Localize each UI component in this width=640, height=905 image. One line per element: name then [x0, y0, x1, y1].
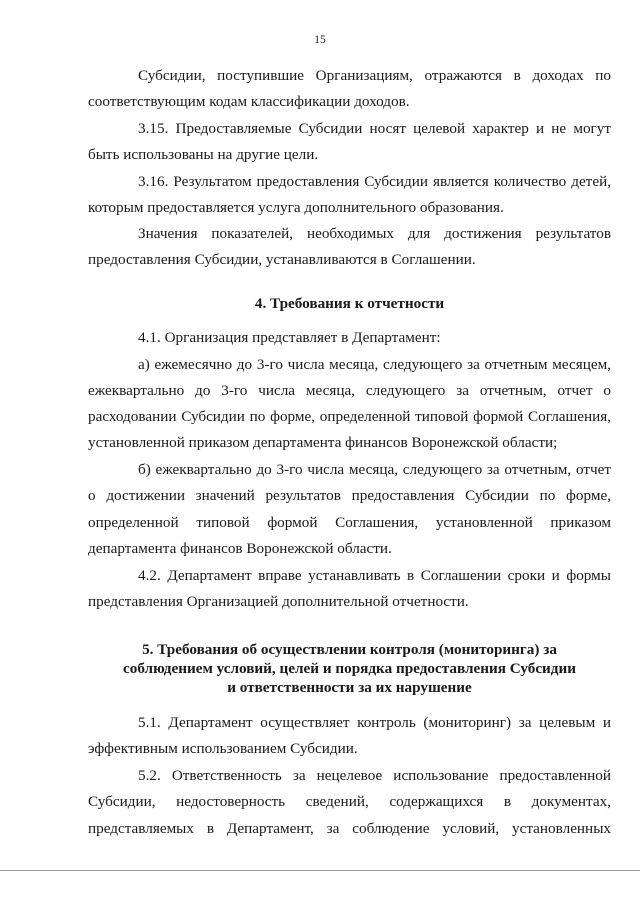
section-4-heading: 4. Требования к отчетности — [254, 295, 445, 312]
text-line: Субсидии, недостоверность сведений, содержащихся в документах, — [88, 793, 611, 810]
text-line: б) ежеквартально до 3-го числа месяца, следующего за отчетным, отчет — [138, 461, 611, 478]
text-line: представления Организацией дополнительной отчетности. — [88, 593, 469, 610]
text-line: 4.1. Организация представляет в Департамент: — [138, 329, 441, 346]
text-line: 5.2. Ответственность за нецелевое использование предоставленной — [138, 767, 611, 784]
text-line: департамента финансов Воронежской области. — [88, 540, 392, 557]
section-5-heading-line-2: соблюдением условий, целей и порядка предоставления Субсидии — [123, 660, 576, 677]
text-line: определенной типовой формой Соглашения, установленной приказом — [88, 514, 611, 531]
text-line: 4.2. Департамент вправе устанавливать в Соглашении сроки и формы — [138, 567, 611, 584]
text-line: а) ежемесячно до 3-го числа месяца, следующего за отчетным месяцем, — [138, 356, 611, 373]
text-line: 5.1. Департамент осуществляет контроль (мониторинг) за целевым и — [138, 714, 611, 731]
page-number: 15 — [314, 34, 326, 46]
text-line: эффективным использованием Субсидии. — [88, 740, 358, 757]
text-line: расходовании Субсидии по форме, определенной типовой формой Соглашения, — [88, 408, 611, 425]
section-5-heading-line-3: и ответственности за их нарушение — [227, 679, 472, 696]
text-line: представляемых в Департамент, за соблюдение условий, установленных — [88, 820, 611, 837]
text-line: установленной приказом департамента финансов Воронежской области; — [88, 434, 558, 451]
bottom-divider — [0, 870, 640, 871]
text-line: быть использованы на другие цели. — [88, 146, 319, 163]
text-line: 3.15. Предоставляемые Субсидии носят целевой характер и не могут — [138, 120, 611, 137]
text-line: ежеквартально до 3-го числа месяца, следующего за отчетным, отчет о — [88, 382, 611, 399]
section-5-heading-line-1: 5. Требования об осуществлении контроля (мониторинга) за — [142, 641, 557, 658]
text-line: Значения показателей, необходимых для достижения результатов — [138, 225, 611, 242]
text-line: о достижении значений результатов предоставления Субсидии по форме, — [88, 487, 611, 504]
text-line: соответствующим кодам классификации доходов. — [88, 93, 410, 110]
text-line: которым предоставляется услуга дополнительного образования. — [88, 199, 504, 216]
text-line: 3.16. Результатом предоставления Субсидии является количество детей, — [138, 173, 611, 190]
text-line: Субсидии, поступившие Организациям, отражаются в доходах по — [138, 67, 611, 84]
text-line: предоставления Субсидии, устанавливаются в Соглашении. — [88, 251, 476, 268]
